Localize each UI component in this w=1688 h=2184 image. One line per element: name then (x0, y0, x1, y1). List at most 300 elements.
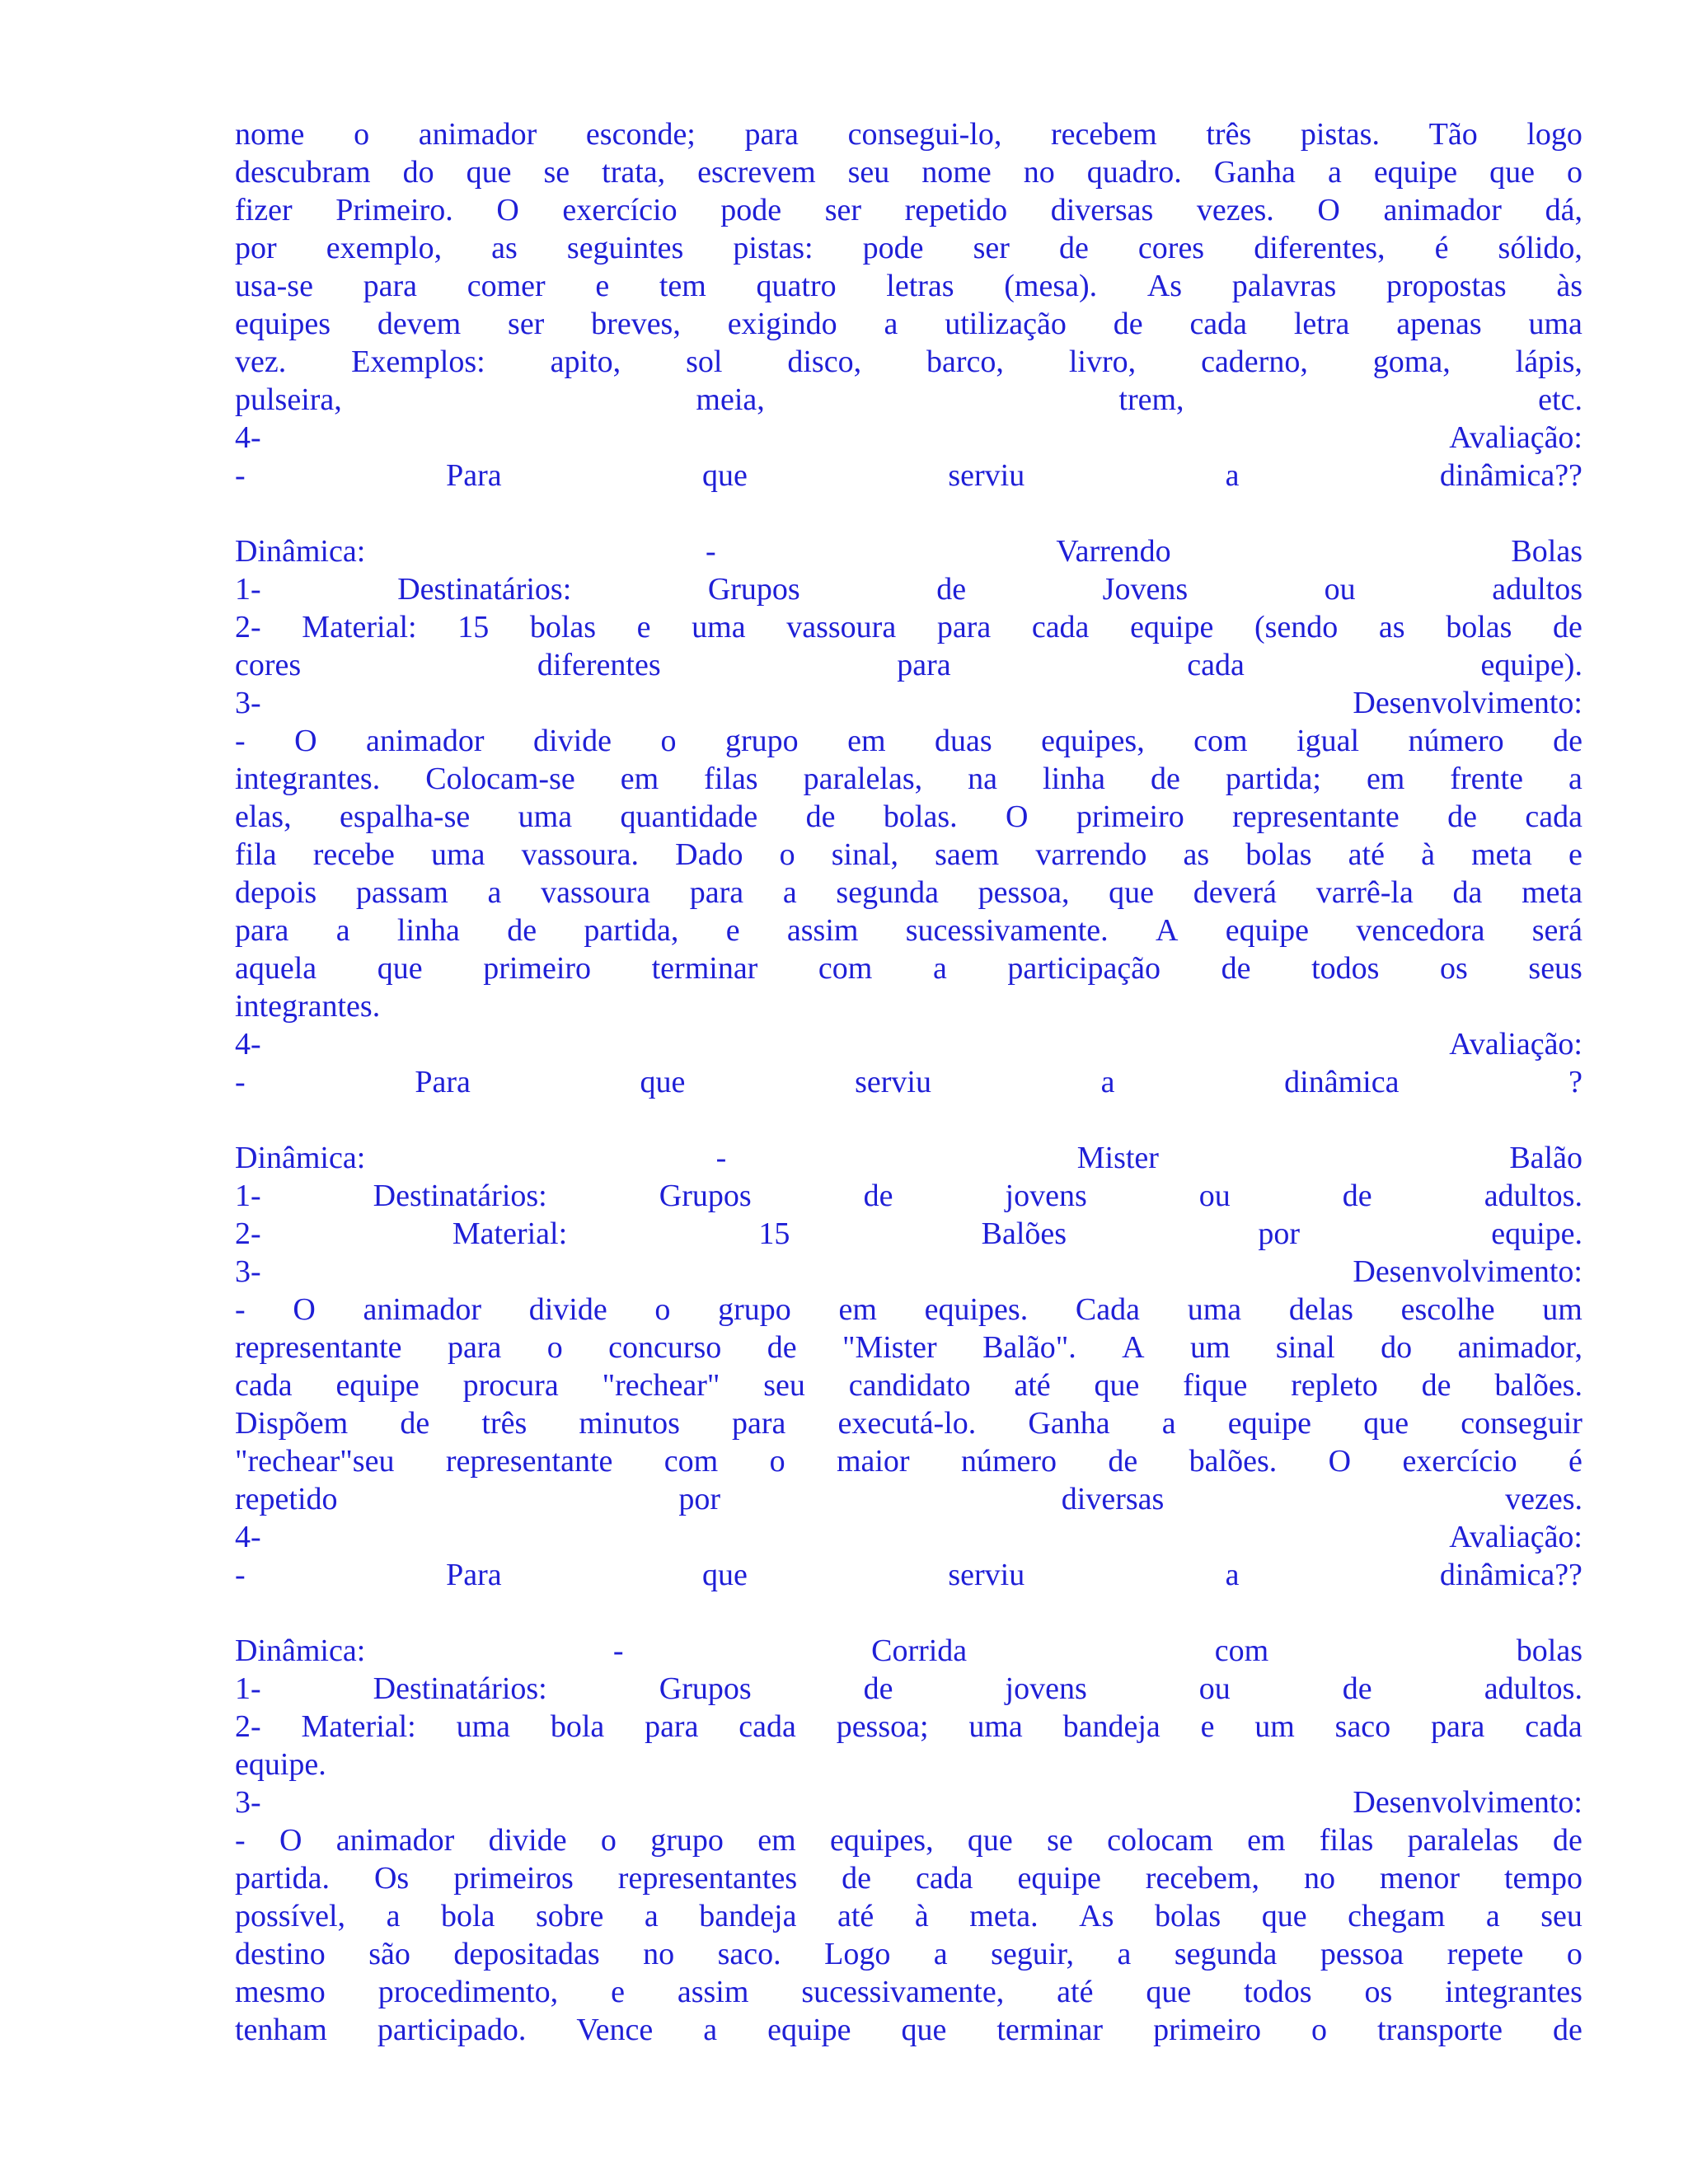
word: uma (1528, 307, 1582, 341)
word: Grupos (659, 1671, 752, 1706)
word: cores (235, 648, 302, 682)
word: de (1342, 1179, 1372, 1213)
word: o (1566, 1937, 1582, 1971)
word: 1- (235, 572, 261, 607)
word: meia, (696, 382, 765, 417)
word: Balão". (982, 1330, 1076, 1365)
word: e (636, 610, 651, 644)
word: o (654, 1292, 671, 1327)
word: bolas (1245, 837, 1312, 872)
word: Dinâmica: (235, 534, 366, 569)
word: do (402, 155, 434, 190)
text-line (235, 1480, 1582, 1518)
word: Vence (576, 2013, 654, 2047)
text-line (235, 532, 1582, 570)
word: trem, (1118, 382, 1184, 417)
word: depois (235, 875, 317, 910)
word: com (1193, 724, 1248, 758)
word: integrantes. (235, 989, 381, 1024)
word: ou (1198, 1179, 1231, 1213)
word: O (294, 724, 317, 758)
word: animador (366, 724, 485, 758)
text-line (235, 267, 1582, 305)
word: paralelas (1407, 1823, 1519, 1858)
word: de (936, 572, 967, 607)
word: diferentes, (1254, 231, 1386, 265)
word: Desenvolvimento: (1353, 686, 1582, 720)
word: se (1047, 1823, 1073, 1858)
word: animador, (1457, 1330, 1582, 1365)
word: paralelas, (803, 762, 923, 796)
word: vassoura (541, 875, 651, 910)
text-line (235, 836, 1582, 874)
word: comer (467, 269, 546, 303)
word: de (1553, 1823, 1582, 1858)
word: vez. (235, 344, 287, 379)
word: tempo (1503, 1861, 1582, 1896)
word: até (837, 1899, 874, 1933)
word: equipe. (235, 1747, 326, 1782)
word: filas (1319, 1823, 1374, 1858)
word: repetido (904, 193, 1008, 227)
word: e (611, 1975, 625, 2009)
text-line (235, 798, 1582, 836)
word: a (782, 875, 797, 910)
word: conseguir (1461, 1406, 1582, 1441)
word: escrevem (697, 155, 816, 190)
word: menor (1379, 1861, 1460, 1896)
word: divide (528, 1292, 607, 1327)
text-line (235, 2011, 1582, 2049)
word: Destinatários: (373, 1179, 547, 1213)
word: uma (1187, 1292, 1242, 1327)
word: pulseira, (235, 382, 342, 417)
text-line (235, 1291, 1582, 1329)
word: animador (418, 117, 537, 152)
word: adultos (1492, 572, 1582, 607)
word: usa-se (235, 269, 313, 303)
word: cada (1031, 610, 1090, 644)
word: cada (1187, 648, 1245, 682)
word: o (1311, 2013, 1328, 2047)
word: Desenvolvimento: (1353, 1254, 1582, 1289)
word: de (1342, 1671, 1372, 1706)
word: ou (1198, 1671, 1231, 1706)
word: adultos. (1484, 1671, 1582, 1706)
word: balões. (1189, 1444, 1278, 1479)
word: que (1363, 1406, 1409, 1441)
word: os (1364, 1975, 1393, 2009)
word: de (507, 913, 537, 948)
word: a (932, 951, 947, 986)
word: executá-lo. (837, 1406, 977, 1441)
word: apenas (1396, 307, 1482, 341)
word: utilização (945, 307, 1067, 341)
word: Avaliação: (1449, 1027, 1582, 1062)
word: seu (763, 1368, 805, 1403)
word: fizer (235, 193, 293, 227)
word: por (678, 1482, 720, 1516)
word: vencedora (1356, 913, 1485, 948)
word: em (847, 724, 886, 758)
word: equipe). (1480, 648, 1582, 682)
word: livro, (1068, 344, 1137, 379)
word: ser (973, 231, 1010, 265)
word: cada (1189, 307, 1248, 341)
word: de (805, 799, 836, 834)
text-line (235, 1025, 1582, 1063)
word: sobre (536, 1899, 604, 1933)
word: seu (847, 155, 890, 190)
word: dinâmica?? (1439, 1558, 1582, 1592)
word: espalha-se (339, 799, 471, 834)
word: diferentes (537, 648, 661, 682)
word: equipe (1017, 1861, 1101, 1896)
word: número (1408, 724, 1504, 758)
word: adultos. (1484, 1179, 1582, 1213)
text-line (235, 1670, 1582, 1708)
text-line (235, 874, 1582, 912)
word: transporte (1377, 2013, 1503, 2047)
word: segunda (836, 875, 939, 910)
word: que (1261, 1899, 1307, 1933)
word: quantidade (620, 799, 758, 834)
word: bolas. (883, 799, 958, 834)
word: partida; (1225, 762, 1321, 796)
word: 2- (235, 610, 261, 644)
word: Para (446, 458, 502, 493)
word: que (901, 2013, 947, 2047)
word: a (1117, 1937, 1132, 1971)
word: 4- (235, 1520, 261, 1554)
word: palavras (1231, 269, 1337, 303)
word: pistas. (1300, 117, 1380, 152)
word: pessoa, (978, 875, 1070, 910)
word: Desenvolvimento: (1353, 1785, 1582, 1820)
word: exigindo (727, 307, 837, 341)
word: partida, (584, 913, 679, 948)
word: trata, (602, 155, 666, 190)
word: possível, (235, 1899, 346, 1933)
word: em (757, 1823, 796, 1858)
word: As (1079, 1899, 1114, 1933)
text-line (235, 1215, 1582, 1253)
word: saem (935, 837, 1000, 872)
word: - (235, 724, 246, 758)
word: até (1057, 1975, 1094, 2009)
word: cores (1137, 231, 1205, 265)
word: participação (1007, 951, 1161, 986)
word: vezes. (1505, 1482, 1582, 1516)
word: 1- (235, 1671, 261, 1706)
word: Colocam-se (425, 762, 575, 796)
word: quadro. (1086, 155, 1182, 190)
word: número (960, 1444, 1057, 1479)
word: Avaliação: (1449, 420, 1582, 455)
word: representantes (617, 1861, 798, 1896)
word: em (1247, 1823, 1286, 1858)
text-line (235, 305, 1582, 343)
word: de (1113, 307, 1143, 341)
word: jovens (1005, 1179, 1087, 1213)
word: 2- (235, 1216, 261, 1251)
word: para (363, 269, 418, 303)
text-line (235, 646, 1582, 684)
word: Destinatários: (397, 572, 572, 607)
word: que (702, 458, 748, 493)
word: Varrendo (1056, 534, 1171, 569)
word: equipe (767, 2013, 851, 2047)
word: equipe (1373, 155, 1458, 190)
word: em (1366, 762, 1405, 796)
word: ? (1568, 1065, 1582, 1099)
word: de (1421, 1368, 1451, 1403)
word: - (235, 1065, 246, 1099)
word: e (1568, 837, 1582, 872)
word: "rechear"seu (235, 1444, 395, 1479)
word: dá, (1545, 193, 1582, 227)
word: pessoa (1320, 1937, 1404, 1971)
word: diversas (1050, 193, 1154, 227)
word: apito, (550, 344, 621, 379)
word: que (1094, 1368, 1140, 1403)
word: todos (1244, 1975, 1312, 2009)
word: uma (431, 837, 485, 872)
word: bolas (1516, 1633, 1582, 1668)
word: passam (355, 875, 448, 910)
word: - (235, 1558, 246, 1592)
word: à (914, 1899, 929, 1933)
word: meta (1522, 875, 1582, 910)
word: cada (1525, 799, 1582, 834)
word: grupo (718, 1292, 791, 1327)
word: com (1214, 1633, 1269, 1668)
word: Dispõem (235, 1406, 349, 1441)
word: - (235, 1292, 246, 1327)
word: Para (415, 1065, 471, 1099)
word: repetido (235, 1482, 338, 1516)
word: vezes. (1196, 193, 1274, 227)
word: para (645, 1709, 699, 1744)
word: terminar (996, 2013, 1104, 2047)
word: são (368, 1937, 410, 1971)
word: é (1434, 231, 1449, 265)
word: na (968, 762, 998, 796)
word: de (1447, 799, 1477, 834)
word: participado. (377, 2013, 527, 2047)
word: saco (1334, 1709, 1391, 1744)
word: que (1489, 155, 1535, 190)
word: Para (446, 1558, 502, 1592)
word: mesmo (235, 1975, 326, 2009)
word: do (1381, 1330, 1413, 1365)
word: fila (235, 837, 277, 872)
word: varrendo (1035, 837, 1147, 872)
word: primeiro (1076, 799, 1184, 834)
word: repete (1447, 1937, 1524, 1971)
word: sinal (1275, 1330, 1335, 1365)
word: para (936, 610, 992, 644)
text-line (235, 1177, 1582, 1215)
word: - (235, 458, 246, 493)
word: que (702, 1558, 748, 1592)
word: primeiros (453, 1861, 574, 1896)
word: equipe (1227, 1406, 1312, 1441)
word: equipe (1130, 610, 1214, 644)
word: dinâmica?? (1439, 458, 1582, 493)
word: terminar (651, 951, 758, 986)
word: bolas (529, 610, 597, 644)
word: o (769, 1444, 785, 1479)
word: letras (886, 269, 954, 303)
word: - (706, 534, 716, 569)
word: representante (445, 1444, 613, 1479)
word: Grupos (707, 572, 800, 607)
word: primeiro (483, 951, 592, 986)
word: de (863, 1179, 893, 1213)
text-line (235, 153, 1582, 191)
blank-line (235, 1101, 1582, 1139)
text-line (235, 115, 1582, 153)
word: repleto (1291, 1368, 1378, 1403)
word: a (1100, 1065, 1115, 1099)
word: letra (1293, 307, 1350, 341)
word: chegam (1348, 1899, 1446, 1933)
word: Grupos (659, 1179, 752, 1213)
word: de (1058, 231, 1089, 265)
word: O (279, 1823, 302, 1858)
word: devem (377, 307, 462, 341)
word: linha (396, 913, 460, 948)
text-line (235, 1783, 1582, 1821)
word: disco, (787, 344, 862, 379)
word: recebem, (1145, 1861, 1259, 1896)
text-line (235, 1859, 1582, 1897)
word: exercício (562, 193, 678, 227)
word: as (1378, 610, 1405, 644)
word: a (1225, 1558, 1240, 1592)
word: primeiro (1153, 2013, 1261, 2047)
word: até (1348, 837, 1385, 872)
word: vassoura (786, 610, 897, 644)
word: procedimento, (377, 1975, 559, 2009)
word: Primeiro. (335, 193, 453, 227)
word: a (487, 875, 502, 910)
text-line (235, 1973, 1582, 2011)
word: cada (235, 1368, 293, 1403)
word: minutos (579, 1406, 680, 1441)
word: lápis, (1515, 344, 1582, 379)
word: de (767, 1330, 797, 1365)
word: equipe (335, 1368, 420, 1403)
word: que (967, 1823, 1013, 1858)
word: as (491, 231, 518, 265)
word: no (643, 1937, 675, 1971)
word: equipes, (830, 1823, 934, 1858)
word: a (884, 307, 898, 341)
word: a (1568, 762, 1582, 796)
word: varrê-la (1315, 875, 1414, 910)
word: logo (1526, 117, 1582, 152)
word: a (1225, 458, 1240, 493)
word: uma (518, 799, 573, 834)
word: duas (934, 724, 992, 758)
word: 4- (235, 420, 261, 455)
text-line (235, 1329, 1582, 1366)
word: as (1183, 837, 1210, 872)
word: (mesa). (1004, 269, 1098, 303)
word: Cada (1075, 1292, 1140, 1327)
word: Avaliação: (1449, 1520, 1582, 1554)
word: O (1006, 799, 1029, 834)
word: tem (659, 269, 706, 303)
word: o (779, 837, 795, 872)
word: O (1317, 193, 1340, 227)
word: filas (704, 762, 758, 796)
word: por (1258, 1216, 1300, 1251)
text-line (235, 722, 1582, 760)
word: - (235, 1823, 246, 1858)
word: breves, (591, 307, 681, 341)
word: balões. (1494, 1368, 1582, 1403)
word: à (1421, 837, 1435, 872)
word: divide (533, 724, 612, 758)
text-line (235, 570, 1582, 608)
word: que (1109, 875, 1155, 910)
word: da (1452, 875, 1483, 910)
word: a (703, 2013, 718, 2047)
word: bolas (1154, 1899, 1221, 1933)
word: Material: (302, 610, 417, 644)
word: para (897, 648, 951, 682)
text-line (235, 1518, 1582, 1556)
text-line (235, 1935, 1582, 1973)
word: que (1146, 1975, 1192, 2009)
blank-line (235, 1594, 1582, 1632)
word: de (1553, 724, 1582, 758)
word: assim (677, 1975, 749, 2009)
word: assim (786, 913, 859, 948)
blank-line (235, 494, 1582, 532)
word: recebe (312, 837, 395, 872)
word: saco. (717, 1937, 781, 1971)
word: um (1189, 1330, 1231, 1365)
word: tenham (235, 2013, 327, 2047)
text-line (235, 1366, 1582, 1404)
word: para (1431, 1709, 1485, 1744)
word: descubram (235, 155, 371, 190)
word: um (1542, 1292, 1582, 1327)
word: candidato (848, 1368, 971, 1403)
word: equipes, (1041, 724, 1145, 758)
word: para (447, 1330, 502, 1365)
word: e (725, 913, 740, 948)
word: bandeja (1062, 1709, 1160, 1744)
word: serviu (948, 1558, 1025, 1592)
word: de (1221, 951, 1251, 986)
word: sucessivamente. (905, 913, 1109, 948)
word: (sendo (1254, 610, 1339, 644)
word: seguintes (566, 231, 684, 265)
text-line (235, 1746, 1582, 1783)
word: a (1161, 1406, 1176, 1441)
word: uma (968, 1709, 1023, 1744)
word: é (1568, 1444, 1582, 1479)
word: consegui-lo, (847, 117, 1002, 152)
word: equipe (1225, 913, 1310, 948)
word: o (1566, 155, 1582, 190)
word: Destinatários: (373, 1671, 547, 1706)
